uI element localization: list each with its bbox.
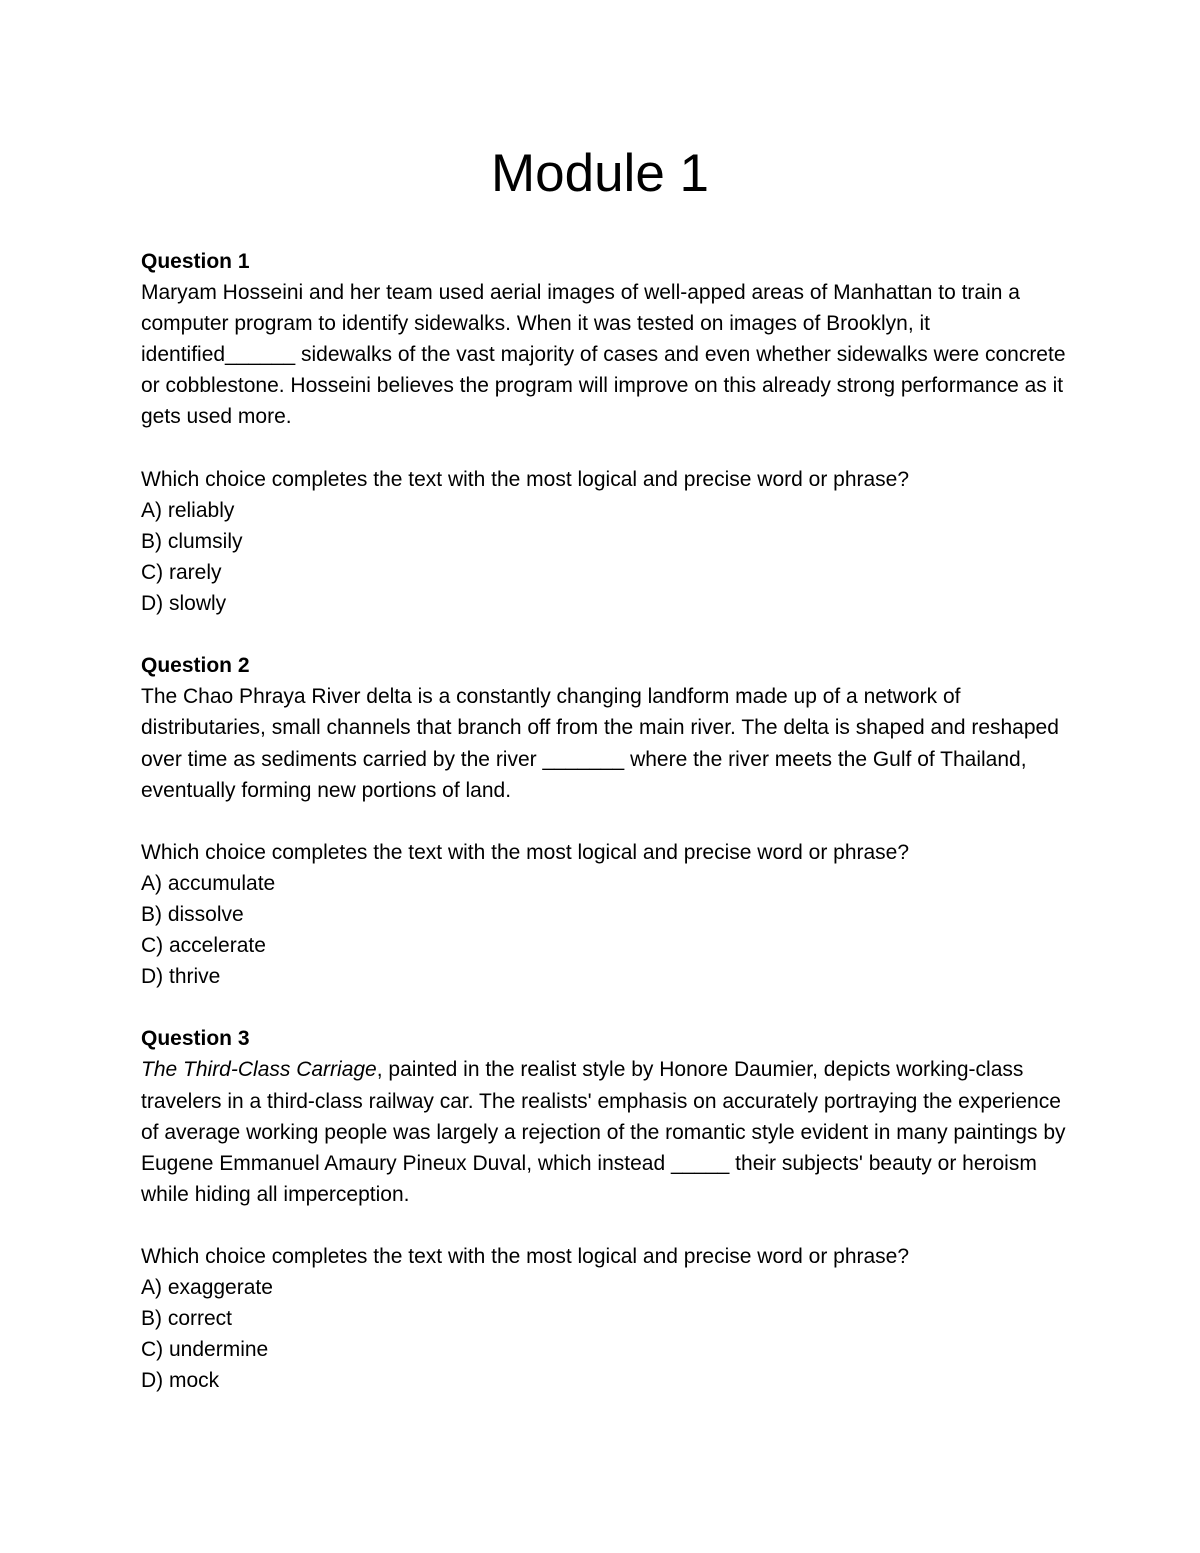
passage-text: The Chao Phraya River delta is a constantly changing landform made up of a network of distributaries, small channels that branch off from the main river. The delta is shaped and reshaped over time as sediments carried by the river _______ where the river meets the Gulf of Thailand, eventually forming new portions of land.: [141, 685, 1059, 802]
answer-choice: C) accelerate: [141, 934, 266, 958]
answer-choice: D) thrive: [141, 965, 221, 989]
question-passage: [141, 277, 1071, 432]
passage-text: , painted in the realist style by Honore Daumier, depicts working-class travelers in a third-class railway car. The realists' emphasis on accurately portraying the experience of average working people was largely a rejection of the romantic style evident in many paintings by Eugene Emmanuel Amaury Pineux Duval, which instead _____ their subjects' beauty or heroism while hiding all imperception.: [141, 1058, 1066, 1206]
question-block: [141, 246, 1071, 619]
question-heading: Question 1: [141, 250, 250, 273]
answer-choice: A) accumulate: [141, 871, 276, 895]
page-title: Module 1: [490, 144, 710, 203]
answer-choice: B) correct: [141, 1307, 233, 1331]
answer-choice: A) reliably: [141, 498, 235, 522]
question-passage: [141, 1054, 1071, 1209]
answer-choice: C) undermine: [141, 1338, 269, 1362]
question-heading: Question 3: [141, 1027, 250, 1051]
answer-choices: [141, 1272, 1071, 1396]
answer-choice: C) rarely: [141, 560, 222, 584]
question-prompt: Which choice completes the text with the most logical and precise word or phrase?: [141, 467, 910, 491]
question-passage: [141, 681, 1071, 805]
question-prompt: Which choice completes the text with the most logical and precise word or phrase?: [141, 840, 910, 864]
question-heading: Question 2: [141, 654, 250, 678]
passage-text: Maryam Hosseini and her team used aerial images of well-apped areas of Manhattan to train a computer program to identify sidewalks. When it was tested on images of Brooklyn, it identified______ sidewalks of the vast majority of cases and even whether sidewalks were concrete or cobblestone. Hosseini believes the program will improve on this already strong performance as it gets used more.: [141, 281, 1066, 429]
answer-choice: D) slowly: [141, 592, 227, 616]
answer-choices: [141, 868, 1071, 992]
question-block: [141, 650, 1071, 992]
questions-list: [141, 246, 1071, 1396]
passage-italic-title: The Third-Class Carriage: [141, 1058, 377, 1082]
answer-choice: B) dissolve: [141, 902, 244, 926]
question-prompt: Which choice completes the text with the most logical and precise word or phrase?: [141, 1245, 910, 1268]
question-block: [141, 1023, 1071, 1396]
answer-choice: D) mock: [141, 1369, 220, 1393]
answer-choice: A) exaggerate: [141, 1276, 273, 1300]
answer-choice: B) clumsily: [141, 529, 243, 553]
answer-choices: [141, 495, 1071, 619]
